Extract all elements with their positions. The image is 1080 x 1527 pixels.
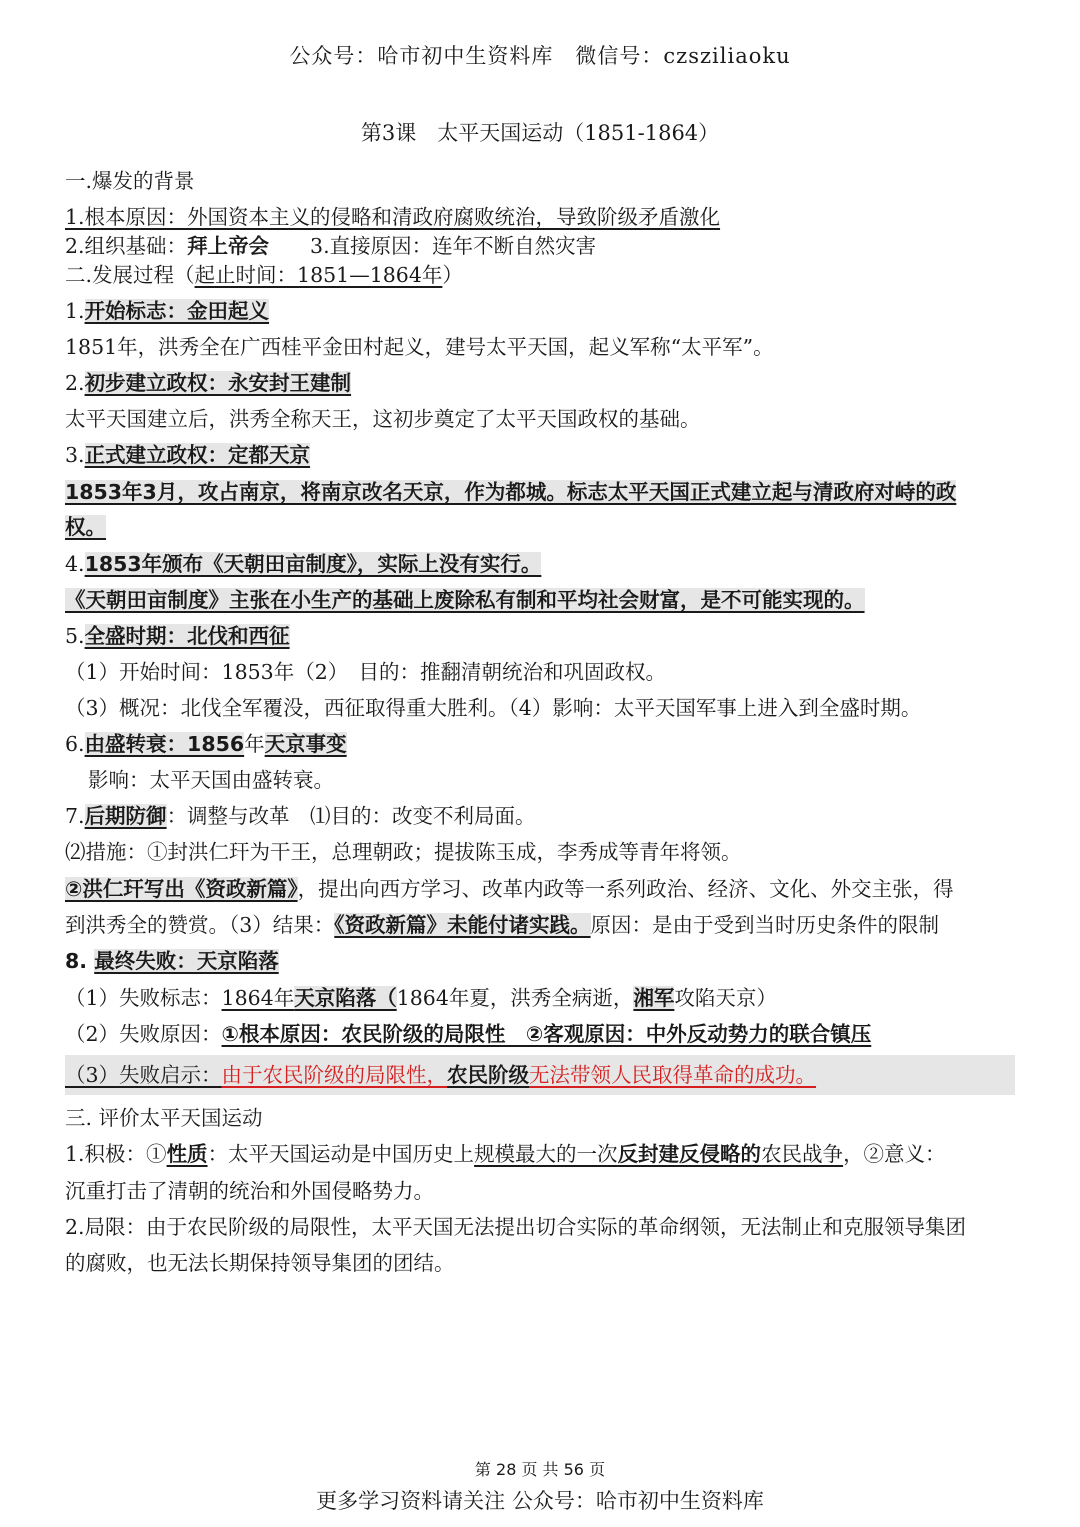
- point-8-title: 8. 最终失败：天京陷落: [65, 949, 279, 973]
- point-7-line-3: ②洪仁玕写出《资政新篇》，提出向西方学习、改革内政等一系列政治、经济、文化、外交主张，得: [65, 877, 954, 901]
- point-5-title: 5.全盛时期：北伐和西征: [65, 624, 290, 648]
- point-3-title: 3.正式建立政权：定都天京: [65, 443, 311, 467]
- root-cause-line: 1.根本原因：外国资本主义的侵略和清政府腐败统治，导致阶级矛盾激化: [65, 205, 721, 229]
- evaluation-line-2: 沉重打击了清朝的统治和外国侵略势力。: [65, 1179, 434, 1203]
- section-1-heading: 一.爆发的背景: [65, 169, 195, 193]
- point-2-text: 太平天国建立后，洪秀全称天王，这初步奠定了太平天国政权的基础。: [65, 407, 701, 431]
- page-number: 第 28 页 共 56 页: [474, 1460, 606, 1479]
- point-1-text: 1851年，洪秀全在广西桂平金田村起义，建号太平天国，起义军称“太平军”。: [65, 335, 774, 359]
- point-7-title: 7.后期防御：调整与改革 ⑴目的：改变不利局面。: [65, 804, 536, 828]
- point-5-line-1: （1）开始时间：1853年（2） 目的：推翻清朝统治和巩固政权。: [65, 660, 667, 684]
- point-8-line-2: （2）失败原因：①根本原因：农民阶级的局限性 ②客观原因：中外反动势力的联合镇压: [65, 1022, 872, 1046]
- point-7-line-2: ⑵措施：①封洪仁玕为干王，总理朝政；提拔陈玉成，李秀成等青年将领。: [65, 840, 742, 864]
- section-3-heading: 三. 评价太平天国运动: [65, 1106, 263, 1130]
- evaluation-line-3: 2.局限：由于农民阶级的局限性，太平天国无法提出切合实际的革命纲领，无法制止和克服领导集团: [65, 1215, 967, 1239]
- section-2-heading: 二.发展过程（起止时间：1851—1864年）: [65, 263, 463, 287]
- point-2-title: 2.初步建立政权：永安封王建制: [65, 371, 352, 395]
- evaluation-line-4: 的腐败，也无法长期保持领导集团的团结。: [65, 1251, 455, 1275]
- point-8-line-1: （1）失败标志：1864年天京陷落（1864年夏，洪秀全病逝，湘军攻陷天京）: [65, 986, 777, 1010]
- point-6-text: 影响：太平天国由盛转衰。: [88, 768, 334, 792]
- evaluation-line-1: 1.积极：①性质：太平天国运动是中国历史上规模最大的一次反封建反侵略的农民战争，②意义：: [65, 1142, 946, 1166]
- point-3-text-line-1: 1853年3月，攻占南京，将南京改名天京，作为都城。标志太平天国正式建立起与清政府对峙的政: [65, 480, 957, 504]
- organization-line: 2.组织基础：拜上帝会 3.直接原因：连年不断自然灾害: [65, 234, 597, 258]
- lesson-title: 第3课 太平天国运动（1851-1864）: [360, 121, 720, 145]
- point-6-title: 6.由盛转衰：1856年天京事变: [65, 732, 347, 756]
- point-4-text: 《天朝田亩制度》主张在小生产的基础上废除私有制和平均社会财富，是不可能实现的。: [65, 588, 865, 612]
- page-header: 公众号：哈市初中生资料库 微信号：czsziliaoku: [289, 44, 791, 68]
- point-7-line-4: 到洪秀全的赞赏。（3）结果：《资政新篇》未能付诸实践。原因：是由于受到当时历史条件的限制: [65, 913, 940, 937]
- point-1-title: 1.开始标志：金田起义: [65, 299, 270, 323]
- point-5-line-2: （3）概况：北伐全军覆没，西征取得重大胜利。（4）影响：太平天国军事上进入到全盛时期。: [65, 696, 922, 720]
- page-footer: 更多学习资料请关注 公众号：哈市初中生资料库: [316, 1489, 764, 1513]
- point-8-line-3: （3）失败启示：由于农民阶级的局限性，农民阶级无法带领人民取得革命的成功。: [65, 1063, 817, 1087]
- point-3-text-line-2: 权。: [65, 515, 106, 539]
- point-4-title: 4.1853年颁布《天朝田亩制度》，实际上没有实行。: [65, 552, 542, 576]
